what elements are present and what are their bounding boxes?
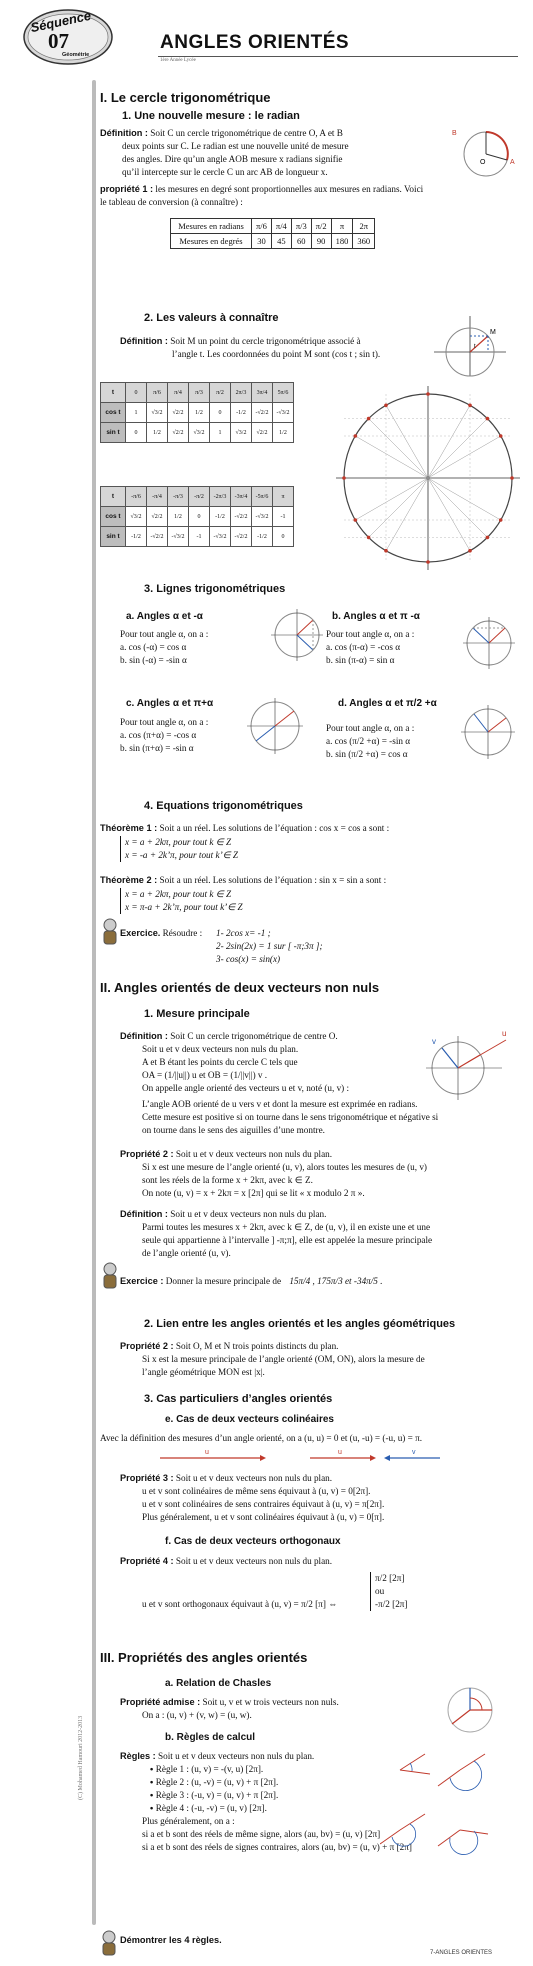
svg-text:O: O <box>480 159 486 166</box>
line: Soit C un cercle trigonométrique de centre O. <box>170 1031 338 1041</box>
cell: √2/2 <box>168 423 189 443</box>
cell: π/4 <box>168 383 189 403</box>
label: Exercice : <box>120 1276 164 1286</box>
label: Propriété 4 : <box>120 1556 174 1566</box>
professor-icon <box>100 1262 120 1293</box>
line: si a et b sont des réels de signes contraires, alors (au, bv) = (u, v) + π [2π] <box>142 1842 412 1852</box>
top-small-text: 1ère Année Lycée <box>160 58 196 63</box>
label: Règles : <box>120 1751 156 1761</box>
s1-definition-1 <box>100 127 430 179</box>
cell: -π/6 <box>126 487 147 507</box>
line: Soit u et v deux vecteurs non nuls du plan. <box>175 1556 333 1566</box>
cell: 0 <box>273 527 294 547</box>
line: Soit a un réel. Les solutions de l’équation : cos x = cos a sont : <box>159 823 390 833</box>
cell: 1/2 <box>189 403 210 423</box>
solution: x = -a + 2k’π, pour tout k’∈ Z <box>125 850 239 860</box>
cell: 0 <box>126 383 147 403</box>
cell: -1 <box>189 527 210 547</box>
case-c-title: c. Angles α et π+α <box>126 698 214 709</box>
case-a-text <box>120 628 208 667</box>
conv-cell: π/6 <box>252 219 272 234</box>
cell: √3/2 <box>231 423 252 443</box>
cell: -√2/2 <box>231 507 252 527</box>
case-e-title: e. Cas de deux vecteurs colinéaires <box>165 1414 334 1425</box>
badge-word: Séquence <box>29 7 93 36</box>
orthogonal-cases <box>370 1572 408 1611</box>
line: A et B étant les points du cercle C tels que <box>142 1057 298 1067</box>
row-header-cos: cos t <box>101 403 126 423</box>
line: On note (u, v) = x + 2kπ = x [2π] qui se lit « x modulo 2 π ». <box>142 1188 365 1198</box>
cell: -1/2 <box>231 403 252 423</box>
cell: -π/4 <box>147 487 168 507</box>
line: Soit M un point du cercle trigonométrique associé à <box>170 336 361 346</box>
cell: -√2/2 <box>231 527 252 547</box>
cell: -√3/2 <box>210 527 231 547</box>
line: on tourne dans le sens des aiguilles d’une montre. <box>142 1125 325 1135</box>
line: Si x est une mesure de l’angle orienté (u, v), alors toutes les mesures de (u, v) <box>142 1162 427 1172</box>
cell: π/2 <box>210 383 231 403</box>
radian-diagram <box>450 120 518 185</box>
line: a. cos (π-α) = -cos α <box>326 642 401 652</box>
oriented-angle-diagram <box>412 1022 512 1105</box>
s3-chasles <box>120 1696 440 1722</box>
line: u et v sont colinéaires de sens contraires équivaut à (u, v) = π[2π]. <box>142 1499 385 1509</box>
line: u et v sont colinéaires de même sens équivaut à (u, v) = 0[2π]. <box>142 1486 371 1496</box>
svg-text:A: A <box>510 159 515 166</box>
title-rule <box>158 56 518 57</box>
conversion-table <box>170 218 375 249</box>
line: si a et b sont des réels de même signe, alors (au, bv) = (u, v) [2π] <box>142 1829 381 1839</box>
label: Propriété admise : <box>120 1697 201 1707</box>
chasles-diagram <box>430 1676 510 1743</box>
label: Définition : <box>120 1031 168 1041</box>
v-label: v <box>412 1449 416 1456</box>
line: Soit u et v deux vecteurs non nuls du plan. <box>142 1044 299 1054</box>
line: l’angle géométrique MON est |x|. <box>142 1367 265 1377</box>
cell: 1/2 <box>147 423 168 443</box>
s2-definition-2 <box>120 1208 520 1260</box>
cell: √3/2 <box>126 507 147 527</box>
values-table-1 <box>100 382 294 443</box>
cell: -1 <box>273 507 294 527</box>
section-1-title: I. Le cercle trigonométrique <box>100 90 271 105</box>
line: les mesures en degré sont proportionnelles aux mesures en radians. Voici <box>155 184 424 194</box>
rules-title: b. Règles de calcul <box>165 1732 256 1743</box>
line: Soit u et v deux vecteurs non nuls du plan. <box>175 1473 333 1483</box>
collinear-vectors-diagram <box>150 1448 450 1469</box>
conv-rad-label: Mesures en radians <box>171 219 252 234</box>
item: 3- cos(x) = sin(x) <box>216 954 281 964</box>
label: Définition : <box>100 128 148 138</box>
s2-sub3-title: 3. Cas particuliers d’angles orientés <box>144 1393 333 1405</box>
line: l’angle t. Les coordonnées du point M sont (cos t ; sin t). <box>172 349 381 359</box>
line: a. cos (-α) = cos α <box>120 642 187 652</box>
cell: √2/2 <box>252 423 273 443</box>
line: sont les réels de la forme x + 2kπ, avec k ∈ Z. <box>142 1175 313 1185</box>
line: Cette mesure est positive si on tourne dans le sens trigonométrique et négative si <box>142 1112 439 1122</box>
s3-rules: Règles : Soit u et v deux vecteurs non nuls du plan. • Règle 1 : (u, v) = -(v, u) [2π]. • Règle 2 : (u, -v) = (u, v) + π [2π]. • Règle 3 : (-u, v) = (u, v) + π [2π]. • Règle 4 : (-u, -v) = (u, v) [2π]. Plus généralement, on a : si a et b sont des réels de même signe, alors (au, bv) = (u, v) [2π] si a et b sont des réels de signes contraires, alors (au, bv) = (u, v) + π [2π] <box>120 1751 412 1852</box>
s1-property-1 <box>100 183 520 209</box>
u-label: u <box>205 1449 209 1456</box>
copyright: (C) Mohamed Hamouri 2012-2013 <box>78 1715 84 1800</box>
cell: 1/2 <box>168 507 189 527</box>
cell: -2π/3 <box>210 487 231 507</box>
conv-cell: 180 <box>331 234 353 249</box>
unit-circle-diagram <box>328 378 528 581</box>
section-3-title: III. Propriétés des angles orientés <box>100 1650 308 1665</box>
conv-cell: 45 <box>271 234 291 249</box>
cell: -√2/2 <box>147 527 168 547</box>
row-header-sin: sin t <box>101 423 126 443</box>
cell: π/6 <box>147 383 168 403</box>
cell: -5π/6 <box>252 487 273 507</box>
final-exercise: Démontrer les 4 règles. <box>120 1935 222 1945</box>
badge-subtitle: Géométrie <box>62 52 90 58</box>
rule: Règle 1 : (u, v) = -(v, u) [2π]. <box>155 1764 264 1774</box>
case-a-title: a. Angles α et -α <box>126 611 203 622</box>
case-e-text: Avec la définition des mesures d’un angle orienté, on a (u, u) = 0 et (u, -u) = (-u, u) = π. <box>100 1433 423 1443</box>
line: Plus généralement, on a : <box>142 1816 235 1826</box>
line: a. cos (π+α) = -cos α <box>120 730 197 740</box>
line: L’angle AOB orienté de u vers v et dont la mesure est exprimée en radians. <box>142 1099 418 1109</box>
cell: -√2/2 <box>252 403 273 423</box>
label: Définition : <box>120 336 168 346</box>
exercise-2 <box>120 1275 383 1288</box>
line: Résoudre : <box>162 928 203 938</box>
line: b. sin (-α) = -sin α <box>120 655 187 665</box>
cell: π/3 <box>189 383 210 403</box>
s1-definition-2 <box>120 335 420 361</box>
line: Soit C un cercle trigonométrique de centre O, A et B <box>150 128 343 138</box>
cell: -1/2 <box>210 507 231 527</box>
line: le tableau de conversion (à connaître) : <box>100 197 243 207</box>
rules-diagrams <box>380 1740 520 1883</box>
s2-property-3 <box>120 1472 520 1524</box>
values: 15π/4 , 175π/3 et -34π/5 . <box>289 1276 383 1286</box>
label: propriété 1 : <box>100 184 154 194</box>
cell: -π/3 <box>168 487 189 507</box>
u-label: u <box>338 1449 342 1456</box>
label: Théorème 2 : <box>100 875 158 885</box>
conv-cell: π/2 <box>311 219 331 234</box>
cell: π <box>273 487 294 507</box>
u-vector-label: u <box>502 1029 507 1038</box>
line: qu’il intercepte sur le cercle C un arc AB de longueur x. <box>122 167 328 177</box>
cell: -√3/2 <box>273 403 294 423</box>
line: Soit O, M et N trois points distincts du plan. <box>175 1341 339 1351</box>
line: Soit a un réel. Les solutions de l’équation : sin x = sin a sont : <box>159 875 387 885</box>
line: Parmi toutes les mesures x + 2kπ, avec k ∈ Z, de (u, v), il en existe une et une <box>142 1222 431 1232</box>
cell: √2/2 <box>147 507 168 527</box>
footer: 7-ANGLES ORIENTES <box>430 1950 493 1956</box>
row-header-t: t <box>101 383 126 403</box>
professor-icon <box>100 918 120 949</box>
line: Soit u et v deux vecteurs non nuls du plan. <box>158 1751 315 1761</box>
case: ou <box>375 1586 385 1596</box>
line: Pour tout angle α, on a : <box>120 629 209 639</box>
point-m-diagram <box>430 312 510 381</box>
badge-number: 07 <box>48 29 69 53</box>
line: Donner la mesure principale de <box>165 1276 282 1286</box>
line: Pour tout angle α, on a : <box>326 629 415 639</box>
cell: √3/2 <box>147 403 168 423</box>
cell: -π/2 <box>189 487 210 507</box>
line: Si x est la mesure principale de l’angle orienté (OM, ON), alors la mesure de <box>142 1354 425 1364</box>
exercise-1 <box>120 927 323 964</box>
row-header-cos: cos t <box>101 507 126 527</box>
cell: 0 <box>126 423 147 443</box>
line: deux points sur C. Le radian est une nouvelle unité de mesure <box>122 141 349 151</box>
s2-property-2b <box>120 1340 520 1379</box>
case-d-title: d. Angles α et π/2 +α <box>338 698 437 709</box>
conv-cell: 30 <box>252 234 272 249</box>
line: b. sin (π-α) = sin α <box>326 655 395 665</box>
cell: 0 <box>210 403 231 423</box>
s1-sub1-title: 1. Une nouvelle mesure : le radian <box>122 110 300 122</box>
case-a-diagram <box>268 606 326 667</box>
row-header-t: t <box>101 487 126 507</box>
line: de l’angle orienté (u, v). <box>142 1248 231 1258</box>
v-vector-label: v <box>432 1037 436 1046</box>
line: seule qui appartienne à l’intervalle ] -π;π], elle est appelée la mesure principale <box>142 1235 433 1245</box>
solution: x = a + 2kπ, pour tout k ∈ Z <box>125 837 232 847</box>
svg-text:M: M <box>490 329 496 336</box>
label: Définition : <box>120 1209 168 1219</box>
item: 2- 2sin(2x) = 1 sur [ -π;3π ]; <box>216 941 323 951</box>
cell: 1 <box>210 423 231 443</box>
rule: Règle 2 : (u, -v) = (u, v) + π [2π]. <box>155 1777 279 1787</box>
line: Soit u et v deux vecteurs non nuls du plan. <box>175 1149 333 1159</box>
cell: -3π/4 <box>231 487 252 507</box>
cell: 2π/3 <box>231 383 252 403</box>
values-table-2 <box>100 486 294 547</box>
line: Pour tout angle α, on a : <box>326 723 415 733</box>
line: b. sin (π/2 +α) = cos α <box>326 749 408 759</box>
s2-sub1-title: 1. Mesure principale <box>144 1008 250 1020</box>
line: Pour tout angle α, on a : <box>120 717 209 727</box>
case-d-diagram <box>458 702 518 765</box>
cell: 1 <box>126 403 147 423</box>
cell: -1/2 <box>252 527 273 547</box>
conv-deg-label: Mesures en degrés <box>171 234 252 249</box>
chasles-title: a. Relation de Chasles <box>165 1678 272 1689</box>
line: On a : (u, v) + (v, w) = (u, w). <box>142 1710 252 1720</box>
page-title: ANGLES ORIENTÉS <box>160 32 350 53</box>
svg-text:t: t <box>474 344 476 350</box>
cell: 3π/4 <box>252 383 273 403</box>
cell: 0 <box>189 507 210 527</box>
s1-sub4-title: 4. Equations trigonométriques <box>144 800 303 812</box>
line: des angles. Dire qu’un angle AOB mesure x radians signifie <box>122 154 343 164</box>
case-b-title: b. Angles α et π -α <box>332 611 420 622</box>
label: Exercice. <box>120 928 161 938</box>
s1-sub2-title: 2. Les valeurs à connaître <box>144 312 279 324</box>
solution: x = a + 2kπ, pour tout k ∈ Z <box>125 889 232 899</box>
label: Théorème 1 : <box>100 823 158 833</box>
cell: √2/2 <box>168 403 189 423</box>
conv-cell: 360 <box>353 234 375 249</box>
theorem-1 <box>100 822 389 862</box>
case-f-title: f. Cas de deux vecteurs orthogonaux <box>165 1536 341 1547</box>
conv-cell: 2π <box>353 219 375 234</box>
line: Plus généralement, u et v sont colinéaires équivaut à (u, v) = 0[π]. <box>142 1512 385 1522</box>
s2-property-4 <box>120 1555 520 1568</box>
label: Propriété 2 : <box>120 1341 174 1351</box>
s2-sub2-title: 2. Lien entre les angles orientés et les angles géométriques <box>144 1318 456 1330</box>
case-c-diagram <box>244 696 306 759</box>
s2-definition <box>120 1030 420 1095</box>
cell: -√3/2 <box>168 527 189 547</box>
line: OA = (1/||u||) u et OB = (1/||v||) v . <box>142 1070 268 1080</box>
conv-cell: π/4 <box>271 219 291 234</box>
label: Propriété 2 : <box>120 1149 174 1159</box>
case-b-text <box>326 628 414 667</box>
conv-cell: 60 <box>291 234 311 249</box>
item: 1- 2cos x= -1 ; <box>216 928 271 938</box>
rule: Règle 3 : (-u, v) = (u, v) + π [2π]. <box>155 1790 279 1800</box>
sequence-badge <box>22 8 114 66</box>
rule: Règle 4 : (-u, -v) = (u, v) [2π]. <box>155 1803 267 1813</box>
line: On appelle angle orienté des vecteurs u et v, noté (u, v) : <box>142 1083 350 1093</box>
cell: -1/2 <box>126 527 147 547</box>
line: b. sin (π+α) = -sin α <box>120 743 194 753</box>
case: -π/2 [2π] <box>375 1599 408 1609</box>
conv-cell: π/3 <box>291 219 311 234</box>
svg-text:B: B <box>452 130 457 137</box>
s2-property-4-equiv: u et v sont orthogonaux équivaut à (u, v) = π/2 [π] ⇔ <box>142 1599 338 1609</box>
section-2-title: II. Angles orientés de deux vecteurs non nuls <box>100 980 380 995</box>
solution: x = π-a + 2k’π, pour tout k’∈ Z <box>125 902 243 912</box>
s2-property-2 <box>120 1148 520 1200</box>
conv-cell: π <box>331 219 353 234</box>
row-header-sin: sin t <box>101 527 126 547</box>
label: Propriété 3 : <box>120 1473 174 1483</box>
left-margin-bar <box>92 80 96 1925</box>
case-c-text <box>120 716 208 755</box>
case: π/2 [2π] <box>375 1573 405 1583</box>
cell: 1/2 <box>273 423 294 443</box>
professor-icon <box>100 1930 118 1959</box>
cell: √3/2 <box>189 423 210 443</box>
line: a. cos (π/2 +α) = -sin α <box>326 736 411 746</box>
cell: -√3/2 <box>252 507 273 527</box>
conv-cell: 90 <box>311 234 331 249</box>
theorem-2 <box>100 874 386 914</box>
case-d-text <box>326 722 414 761</box>
s1-sub3-title: 3. Lignes trigonométriques <box>144 583 286 595</box>
line: Soit u et v deux vecteurs non nuls du plan. <box>170 1209 327 1219</box>
case-b-diagram <box>460 614 518 675</box>
line: Soit u, v et w trois vecteurs non nuls. <box>202 1697 339 1707</box>
cell: 5π/6 <box>273 383 294 403</box>
